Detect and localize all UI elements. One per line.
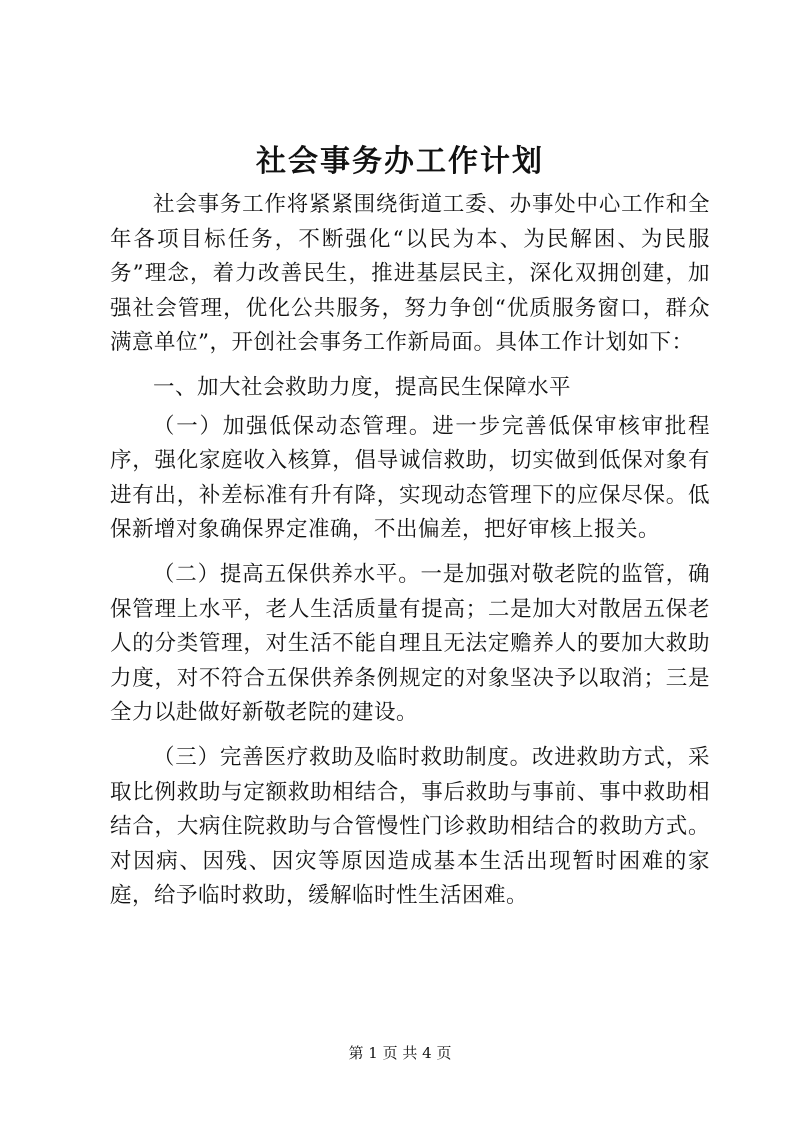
section-heading: 一、加大社会救助力度，提高民生保障水平 <box>153 374 572 400</box>
paragraph-medical-assistance: （三）完善医疗救助及临时救助制度。改进救助方式，采取比例救助与定额救助相结合，事后救助与事前、事中救助相结合，大病住院救助与合管慢性门诊救助相结合的救助方式。对因病、因残、因灾等原因造成基本生活出现暂时困难的家庭，给予临时救助，缓解临时性生活困难。 <box>110 744 710 909</box>
document-title: 社会事务办工作计划 <box>256 144 544 179</box>
intro-paragraph: 社会事务工作将紧紧围绕街道工委、办事处中心工作和全年各项目标任务，不断强化“以民为本、为民解困、为民服务”理念，着力改善民生，推进基层民主，深化双拥创建，加强社会管理，优化公共服务，努力争创“优质服务窗口，群众满意单位”，开创社会事务工作新局面。具体工作计划如下： <box>110 192 710 356</box>
paragraph-five-guarantees: （二）提高五保供养水平。一是加强对敬老院的监管，确保管理上水平，老人生活质量有提高；二是加大对散居五保老人的分类管理，对生活不能自理且无法定赡养人的要加大救助力度，对不符合五保供养条例规定的对象坚决予以取消；三是全力以赴做好新敬老院的建设。 <box>110 561 710 726</box>
page-footer: 第 1 页 共 4 页 <box>348 1044 452 1062</box>
paragraph-low-income-management: （一）加强低保动态管理。进一步完善低保审核审批程序，强化家庭收入核算，倡导诚信救助，切实做到低保对象有进有出，补差标准有升有降，实现动态管理下的应保尽保。低保新增对象确保界定准确，不出偏差，把好审核上报关。 <box>110 413 710 543</box>
document-body <box>110 188 710 924</box>
